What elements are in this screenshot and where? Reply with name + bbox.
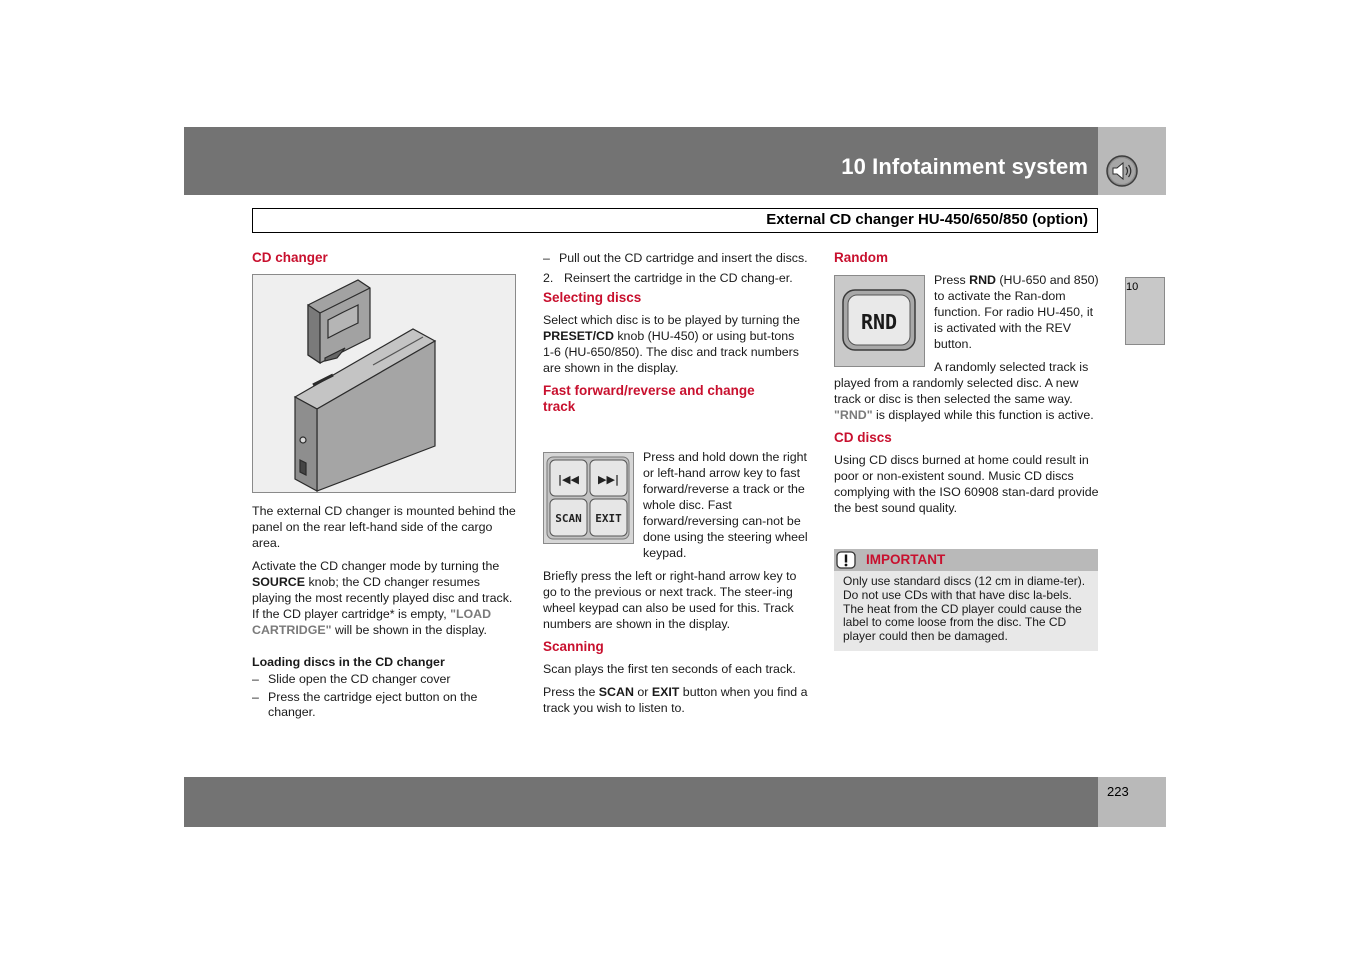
cd-discs-heading: CD discs	[834, 430, 892, 445]
rnd-display-text: "RND"	[834, 408, 873, 422]
list-item	[252, 671, 517, 687]
prev-key-label: |◀◀	[558, 473, 579, 486]
chapter-title: 10 Infotainment system	[841, 154, 1088, 179]
changer-location-para: The external CD changer is mounted behind the panel on the rear left-hand side of the cargo area.	[252, 504, 516, 550]
scan-text-a: Press the	[543, 685, 599, 699]
selecting-text-b: knob (HU-450) or using but-tons 1-6 (HU-650/850). The disc and track numbers are shown in the display.	[543, 329, 799, 375]
ff-description: Press and hold down the right or left-hand arrow key to fast forward/reverse a track or the whole disc. Fast forward/reversing can-not be done using the steering wheel keypad.	[643, 450, 808, 560]
scanning-heading: Scanning	[543, 639, 604, 654]
warning-icon	[836, 551, 856, 569]
load-cartridge-display-text: "LOAD CARTRIDGE"	[252, 607, 492, 637]
random-desc-para	[834, 359, 1099, 423]
activate-text-b: knob; the CD changer resumes playing the most recently played disc and track. If the CD player cartridge* is empty,	[252, 575, 513, 621]
important-body	[834, 571, 1098, 651]
keypad-drawing	[544, 453, 633, 543]
section-title-box	[252, 208, 1098, 233]
col3-text	[834, 359, 1099, 516]
scan-key-label: SCAN	[555, 512, 582, 525]
step-text: Press the cartridge eject button on the changer.	[268, 690, 478, 719]
random-press-para	[934, 272, 1099, 352]
cd-discs-para: Using CD discs burned at home could result in poor or non-existent sound. Music CD discs complying with the ISO 60908 stan-dard provide the best sound quality.	[834, 453, 1099, 515]
random-text-b1: A randomly selected track is played from a randomly selected disc. A new track or disc is then selected the same way.	[834, 360, 1089, 406]
scan-button-label: SCAN	[598, 685, 634, 699]
scan-exit-para	[543, 684, 808, 716]
list-item	[252, 690, 517, 720]
cd-changer-heading: CD changer	[252, 250, 328, 265]
step-text: Pull out the CD cartridge and insert the discs.	[559, 251, 808, 265]
chapter-side-tab[interactable]	[1125, 277, 1165, 345]
important-title: IMPORTANT	[866, 552, 946, 567]
dash-marker: –	[543, 251, 550, 265]
selecting-discs-heading: Selecting discs	[543, 290, 642, 305]
random-text-b2: is displayed while this function is active.	[872, 408, 1094, 422]
exit-key-label: EXIT	[595, 512, 622, 525]
exit-button-label: EXIT	[651, 685, 680, 699]
rnd-key-drawing	[835, 276, 924, 366]
list-item	[543, 271, 808, 285]
random-text-a: (HU-650 and 850) to activate the Ran-dom function. For radio HU-450, it is activated with the REV button.	[934, 273, 1099, 351]
page-number: 223	[1107, 784, 1129, 799]
footer-band	[184, 777, 1098, 827]
step-text: Slide open the CD changer cover	[268, 672, 451, 686]
random-text-press: Press	[934, 273, 970, 287]
col2-top-text	[543, 251, 808, 415]
step-text: Reinsert the cartridge in the CD chang-er.	[564, 271, 793, 285]
important-header	[834, 549, 1098, 571]
cd-changer-drawing	[253, 275, 515, 492]
preset-cd-knob-label: PRESET/CD	[543, 329, 614, 343]
rnd-button-illustration	[834, 275, 925, 367]
fast-forward-heading: Fast forward/reverse and change track	[543, 383, 755, 414]
random-heading: Random	[834, 250, 888, 265]
activate-text-a: Activate the CD changer mode by turning the	[252, 559, 500, 573]
source-knob-label: SOURCE	[252, 575, 306, 589]
activate-para	[252, 558, 517, 638]
scan-text-end: button when you find a track you wish to listen to.	[543, 685, 808, 715]
important-text: Only use standard discs (12 cm in diame-ter). Do not use CDs with that have disc la-bels. The heat from the CD player could cause the label to come loose from the disc. The CD player could then be damaged.	[843, 574, 1086, 644]
cd-changer-illustration	[252, 274, 516, 493]
next-key-label: ▶▶|	[598, 473, 619, 486]
dash-marker: –	[252, 672, 259, 686]
col2-bottom-text	[543, 568, 808, 716]
step-number: 2.	[543, 271, 554, 285]
arrow-keys-illustration	[543, 452, 634, 544]
activate-text-c: will be shown in the display.	[331, 623, 487, 637]
scan-text-or: or	[633, 685, 652, 699]
section-title: External CD changer HU-450/650/850 (option)	[766, 211, 1088, 228]
selecting-text-a: Select which disc is to be played by turning the	[543, 313, 800, 327]
scanning-para: Scan plays the first ten seconds of each track.	[543, 662, 796, 676]
list-item	[543, 251, 808, 265]
loading-discs-subheading: Loading discs in the CD changer	[252, 655, 445, 669]
side-tab-number: 10	[1126, 281, 1139, 293]
rnd-button-label: RND	[969, 273, 996, 287]
col1-text	[252, 503, 517, 720]
brief-press-para: Briefly press the left or right-hand arrow key to go to the previous or next track. The steer-ing wheel keypad can also be used for this. Track numbers are shown in the display.	[543, 569, 797, 631]
speaker-icon	[1106, 155, 1138, 187]
selecting-discs-para	[543, 312, 808, 376]
rnd-key-label: RND	[860, 310, 898, 334]
dash-marker: –	[252, 690, 259, 704]
